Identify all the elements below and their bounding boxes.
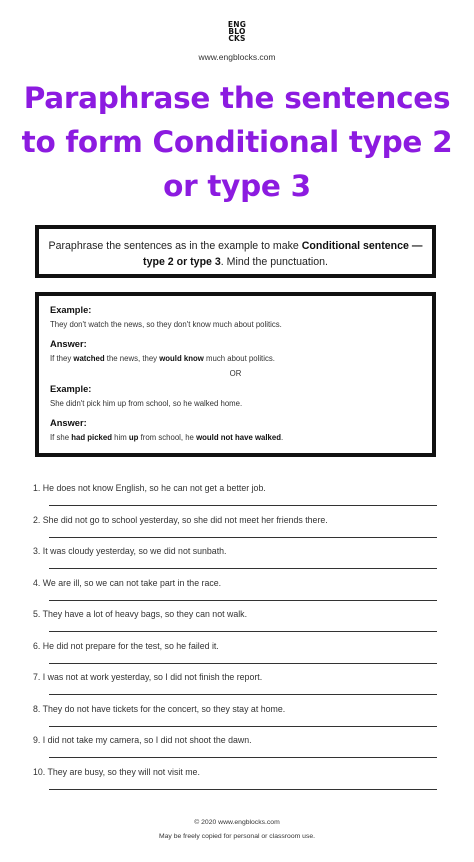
answer-2-part: from school, he [138,433,197,442]
exercise-question: 1. He does not know English, so he can not get a better job. [33,483,266,493]
answer-line[interactable] [49,505,437,506]
exercise-question: 7. I was not at work yesterday, so I did not finish the report. [33,672,263,682]
exercise-item [33,704,437,736]
logo-line-1: ENG [227,20,247,29]
exercise-question: 8. They do not have tickets for the concert, so they stay at home. [33,703,286,714]
answer-line[interactable] [49,726,437,727]
answer-1-part: much about politics. [203,354,275,363]
instructions-bold: Conditional sentence — type 2 or type 3 [143,240,423,268]
answer-1-part: If they [50,354,74,363]
answer-line[interactable] [49,568,437,569]
answer-2-bold: had picked [71,433,112,442]
exercise-list [33,483,437,798]
footer-note: May be freely copied for personal or classroom use. [158,833,316,840]
exercise-question: 3. It was cloudy yesterday, so we did not sunbath. [33,546,227,556]
answer-1-text [50,354,421,363]
exercise-item [33,483,437,515]
example-1-heading: Example: [50,305,92,315]
page-title: Paraphrase the sentences to form Conditional type 2 or type 3 [21,81,453,203]
exercise-item [33,578,437,610]
answer-2-part: If she [50,433,72,442]
instructions-box [35,225,436,278]
exercise-question: 10. They are busy, so they will not visit me. [33,766,200,777]
exercise-question: 9. I did not take my camera, so I did not shoot the dawn. [33,735,252,745]
exercise-item [33,515,437,547]
engblocks-logo [222,21,252,42]
answer-1-heading: Answer: [50,339,87,349]
footer-copyright: © 2020 www.engblocks.com [194,819,280,826]
example-1-text: They don't watch the news, so they don't know much about politics. [50,320,282,329]
answer-line[interactable] [49,600,437,601]
answer-2-part: . [280,433,284,442]
answer-2-part: him [111,433,129,442]
answer-line[interactable] [49,663,437,664]
footer [0,816,474,844]
answer-1-bold: would know [159,354,204,363]
answer-line[interactable] [49,757,437,758]
instructions-text-1: Paraphrase the sentences as in the example to make [48,240,302,252]
exercise-question: 6. He did not prepare for the test, so he failed it. [33,640,219,651]
example-2-text: She didn't pick him up from school, so he walked home. [50,399,243,408]
answer-2-bold: up [128,433,139,442]
answer-1-bold: watched [73,354,105,363]
answer-line[interactable] [49,694,437,695]
answer-line[interactable] [49,537,437,538]
answer-line[interactable] [49,631,437,632]
exercise-item [33,609,437,641]
exercise-question: 2. She did not go to school yesterday, so she did not meet her friends there. [33,514,328,525]
site-url[interactable]: www.engblocks.com [198,52,276,62]
exercise-item [33,672,437,704]
exercise-question: 4. We are ill, so we can not take part in the race. [33,577,222,588]
or-separator: OR [229,369,242,378]
examples-box [35,292,436,457]
logo-line-3: CKS [228,34,246,43]
example-2-heading: Example: [50,384,92,394]
exercise-item [33,735,437,767]
answer-2-text [50,433,421,442]
answer-line[interactable] [49,789,437,790]
exercise-question: 5. They have a lot of heavy bags, so they can not walk. [33,609,248,619]
answer-2-bold: would not have walked [196,433,281,442]
instructions-text-2: . Mind the punctuation. [220,256,328,268]
exercise-item [33,641,437,673]
exercise-item [33,767,437,799]
answer-2-heading: Answer: [50,418,87,428]
answer-1-part: the news, they [104,354,160,363]
exercise-item [33,546,437,578]
logo-line-2: BLO [228,27,246,36]
